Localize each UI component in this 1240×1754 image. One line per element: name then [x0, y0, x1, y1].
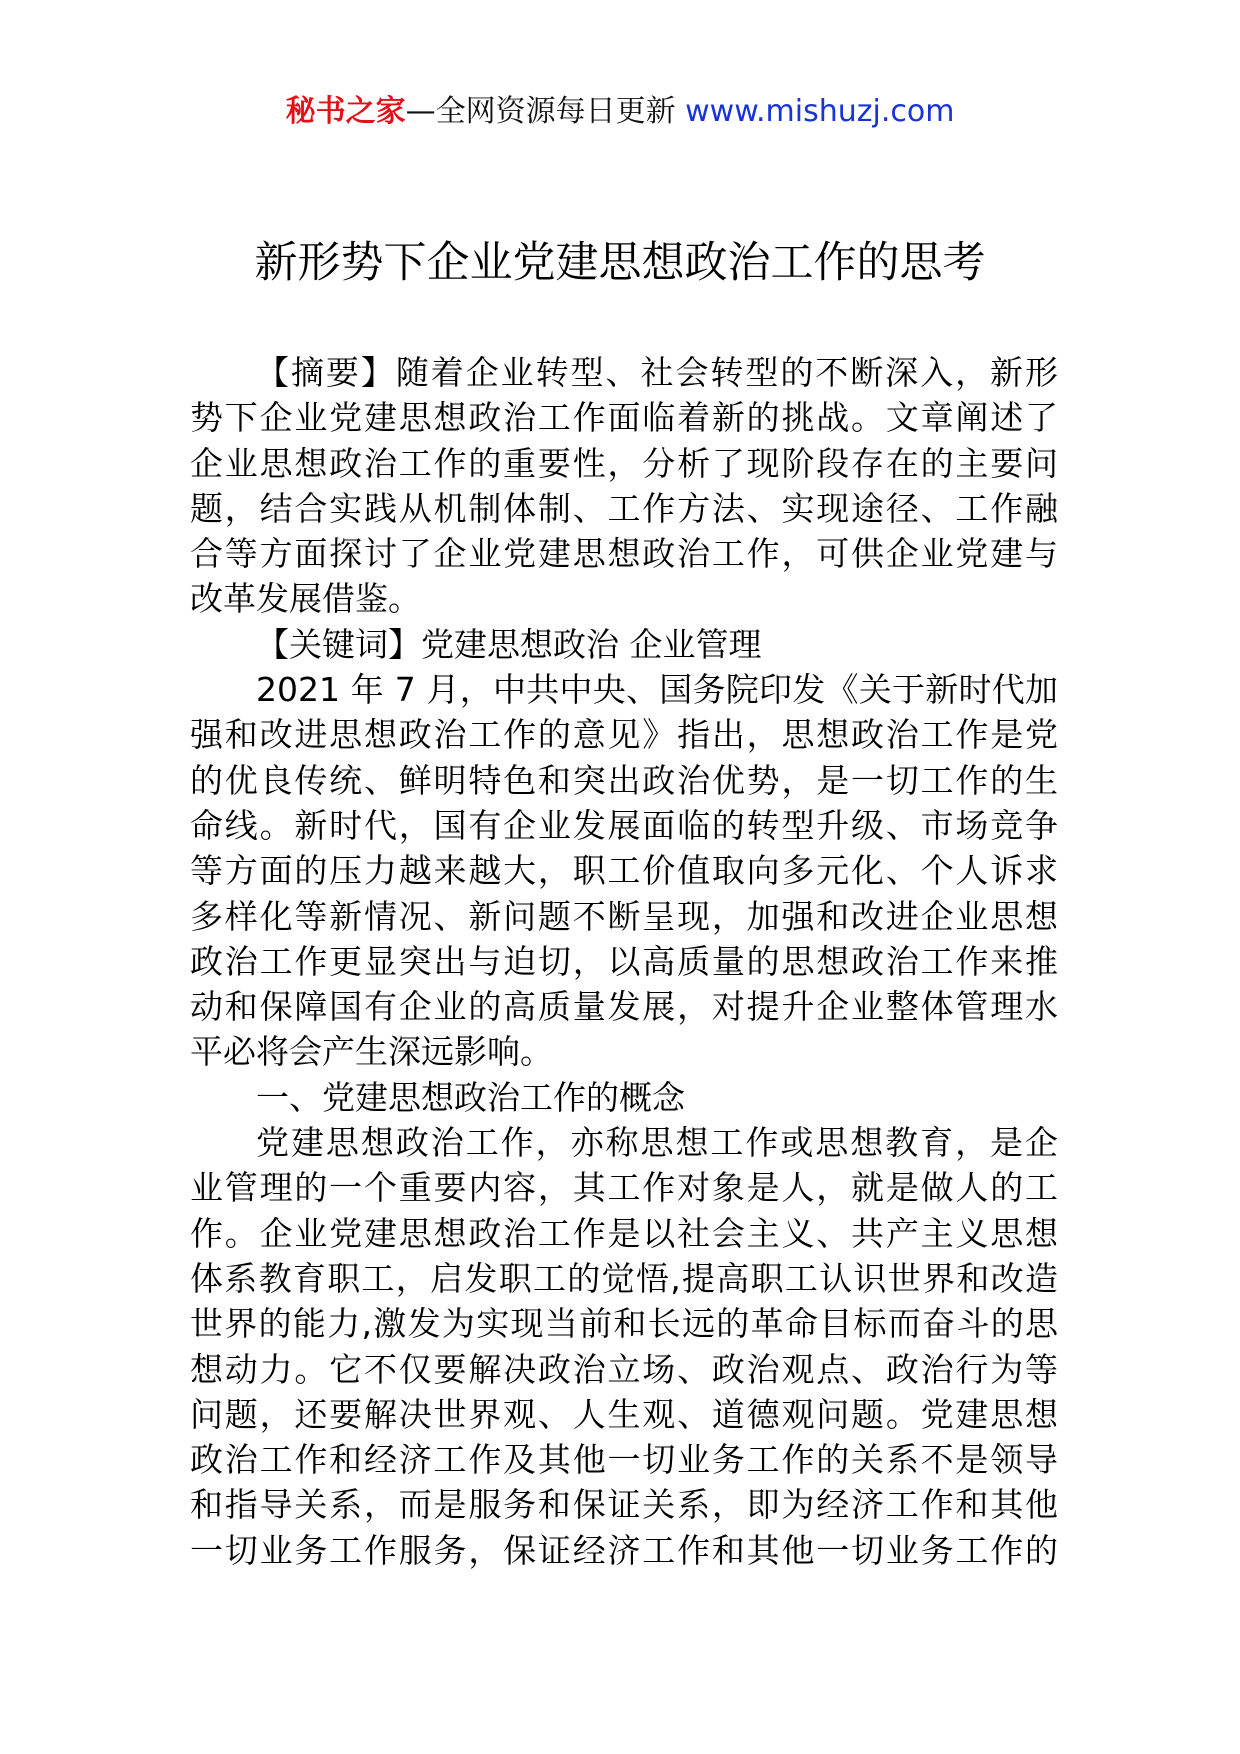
- text-line: 合等方面探讨了企业党建思想政治工作，可供企业党建与: [190, 534, 1058, 574]
- abstract-paragraph: [190, 350, 1058, 622]
- text-line: 党建思想政治工作，亦称思想工作或思想教育，是企: [256, 1123, 1058, 1163]
- section-heading: [190, 1075, 1058, 1120]
- text-line: 2021 年 7 月，中共中央、国务院印发《关于新时代加: [256, 670, 1058, 710]
- text-line: 改革发展借鉴。: [190, 579, 421, 619]
- text-line: 【关键词】党建思想政治 企业管理: [256, 624, 762, 664]
- site-header: [0, 92, 1240, 132]
- text-line: 体系教育职工，启发职工的觉悟,提高职工认识世界和改造: [190, 1258, 1058, 1298]
- text-line: 平必将会产生深远影响。: [190, 1032, 553, 1072]
- text-line: 的优良传统、鲜明特色和突出政治优势，是一切工作的生: [190, 760, 1058, 800]
- site-url-link[interactable]: www.mishuzj.com: [685, 94, 955, 129]
- text-line: 世界的能力,激发为实现当前和长远的革命目标而奋斗的思: [190, 1304, 1058, 1344]
- text-line: 等方面的压力越来越大，职工价值取向多元化、个人诉求: [190, 851, 1058, 891]
- document-body: [190, 350, 1058, 1573]
- text-line: 命线。新时代，国有企业发展面临的转型升级、市场竞争: [190, 805, 1058, 845]
- text-line: 势下企业党建思想政治工作面临着新的挑战。文章阐述了: [190, 398, 1058, 438]
- text-line: 动和保障国有企业的高质量发展，对提升企业整体管理水: [190, 987, 1058, 1027]
- text-line: 题，结合实践从机制体制、工作方法、实现途径、工作融: [190, 488, 1058, 528]
- text-line: 一、党建思想政治工作的概念: [256, 1077, 685, 1117]
- text-line: 问题，还要解决世界观、人生观、道德观问题。党建思想: [190, 1394, 1058, 1434]
- site-brand: 秘书之家: [285, 94, 406, 129]
- text-line: 政治工作和经济工作及其他一切业务工作的关系不是领导: [190, 1440, 1058, 1480]
- text-line: 强和改进思想政治工作的意见》指出，思想政治工作是党: [190, 715, 1058, 755]
- concept-paragraph: [190, 1120, 1058, 1573]
- text-line: 一切业务工作服务，保证经济工作和其他一切业务工作的: [190, 1530, 1058, 1570]
- text-line: 企业思想政治工作的重要性，分析了现阶段存在的主要问: [190, 443, 1058, 483]
- text-line: 业管理的一个重要内容，其工作对象是人，就是做人的工: [190, 1168, 1058, 1208]
- text-line: 【摘要】随着企业转型、社会转型的不断深入，新形: [256, 353, 1058, 392]
- text-line: 政治工作更显突出与迫切，以高质量的思想政治工作来推: [190, 941, 1058, 981]
- text-line: 作。企业党建思想政治工作是以社会主义、共产主义思想: [190, 1213, 1058, 1253]
- text-line: 和指导关系，而是服务和保证关系，即为经济工作和其他: [190, 1485, 1058, 1525]
- keywords-paragraph: [190, 622, 1058, 667]
- document-title: 新形势下企业党建思想政治工作的思考: [254, 238, 986, 288]
- intro-paragraph: [190, 667, 1058, 1075]
- text-line: 多样化等新情况、新问题不断呈现，加强和改进企业思想: [190, 896, 1058, 936]
- text-line: 想动力。它不仅要解决政治立场、政治观点、政治行为等: [190, 1349, 1058, 1389]
- site-tagline: —全网资源每日更新: [405, 94, 686, 129]
